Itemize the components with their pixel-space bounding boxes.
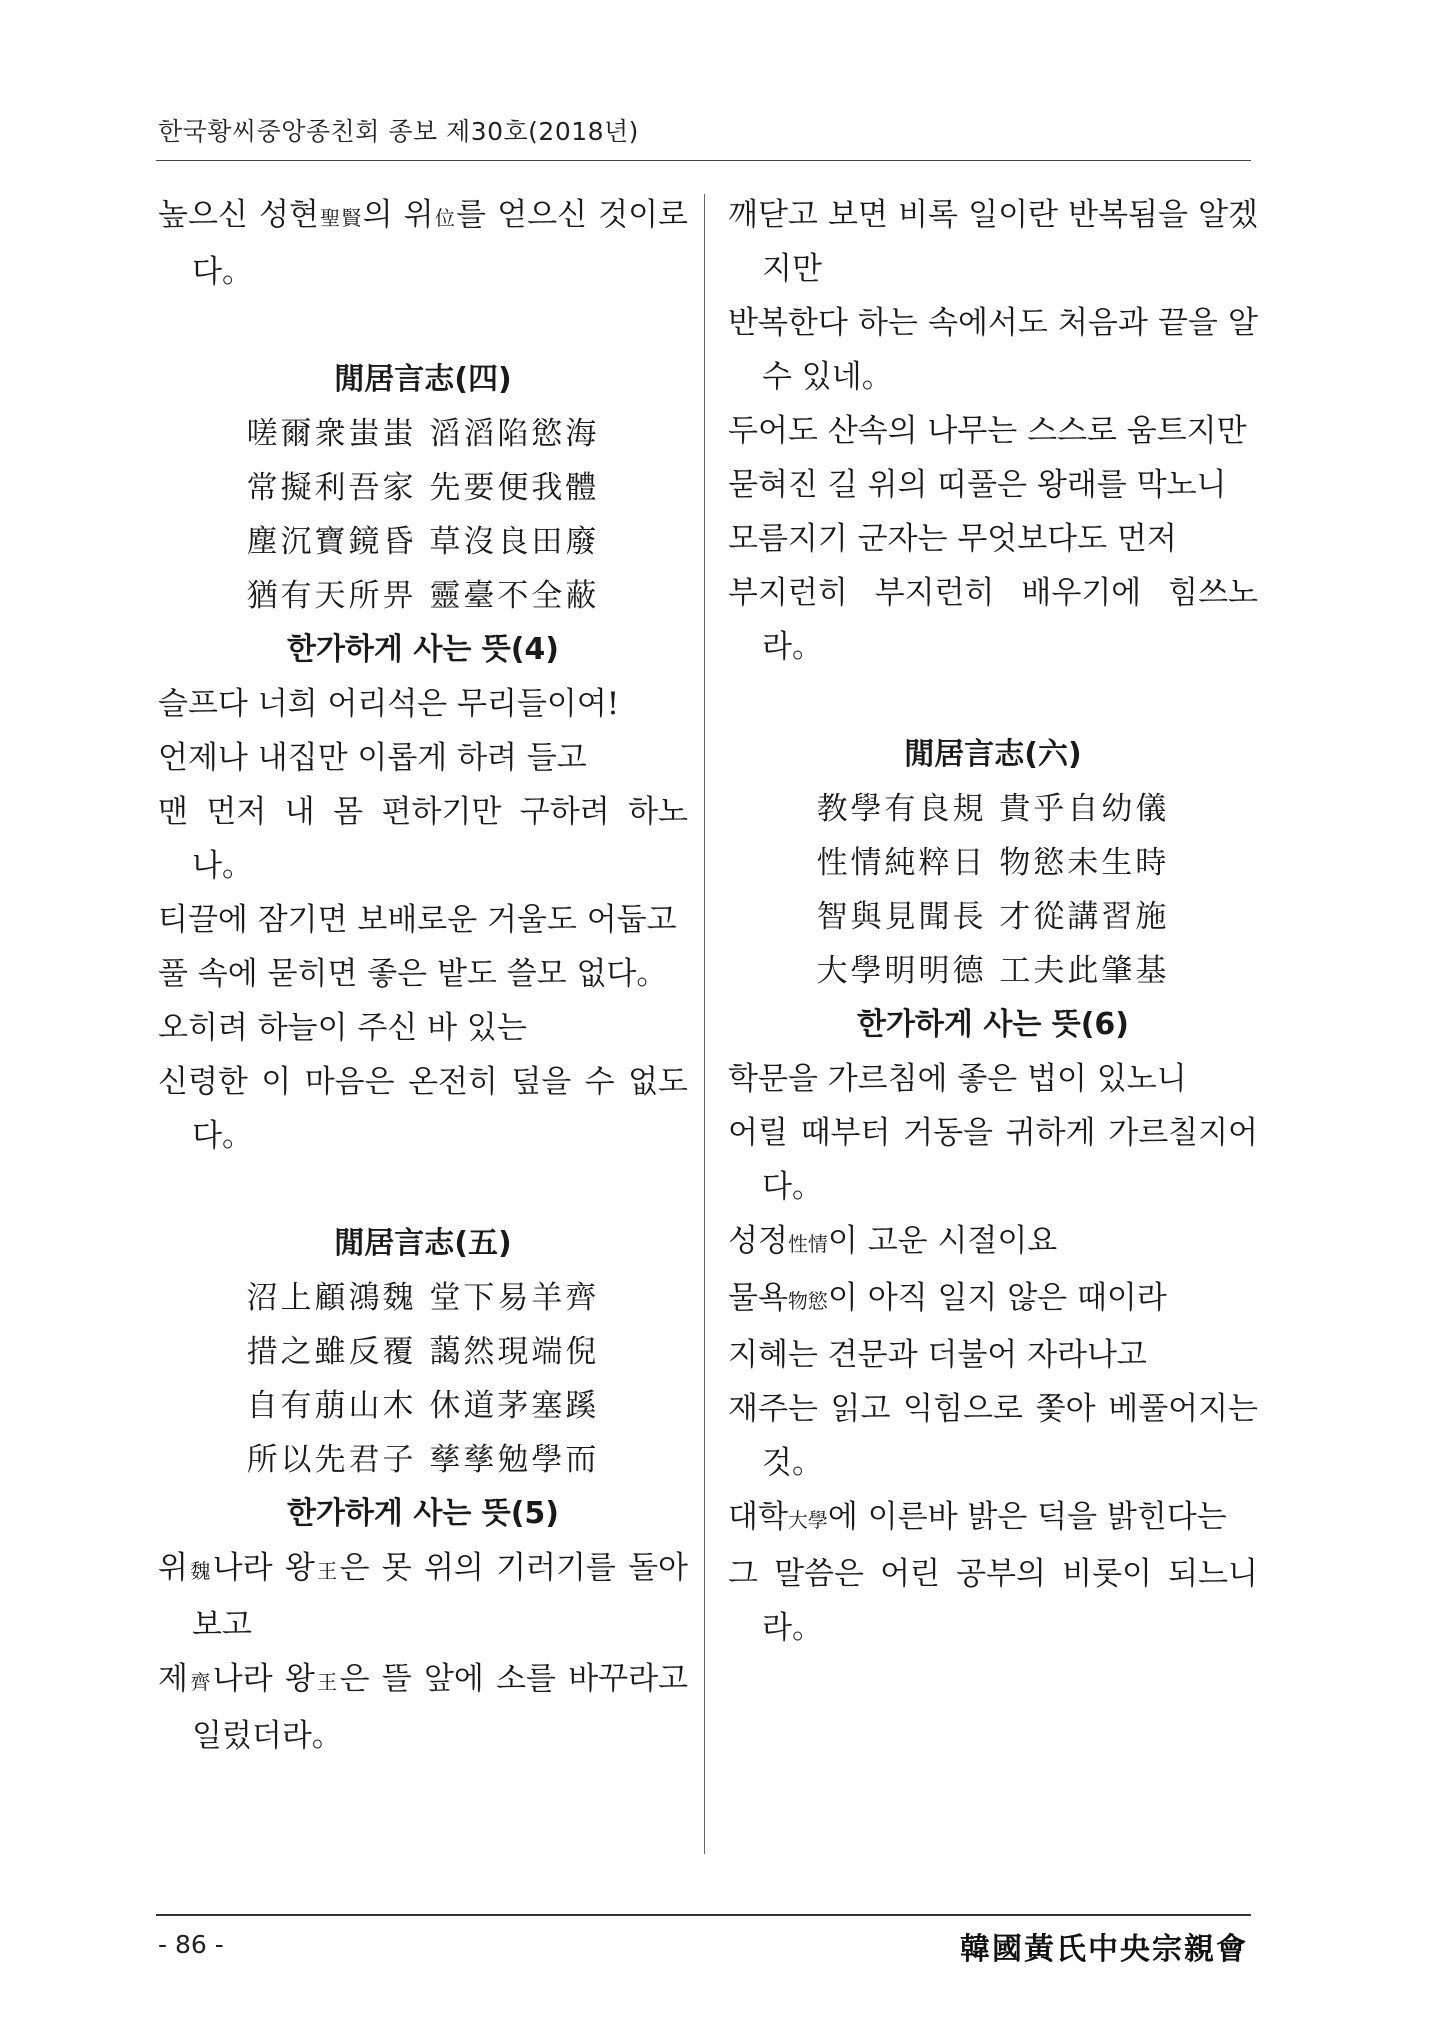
translation-line [728,1490,1258,1547]
text-fragment: 나라 왕 [212,1661,315,1697]
translation-line: 티끌에 잠기면 보배로운 거울도 어둡고 [158,902,677,938]
translation-line: 묻혀진 길 위의 띠풀은 왕래를 막노니 [728,467,1227,503]
poem-line: 大學明明德 工夫此肇基 [816,953,1170,989]
page-header: 한국황씨중앙종친회 종보 제30호(2018년) [158,117,639,146]
poem-line: 教學有良規 貴乎自幼儀 [816,791,1170,827]
right-column [728,188,1258,1655]
intro-paragraph [158,188,688,299]
text-fragment: 물욕 [728,1280,788,1316]
poem-line: 自有萠山木 休道茅塞蹊 [246,1388,600,1424]
poem-line: 常擬利吾家 先要便我體 [246,470,600,506]
translation-line: 오히려 하늘이 주신 바 있는 [158,1010,527,1046]
section-5-title: 閒居言志(五) [334,1226,512,1261]
translation-line: 학문을 가르침에 좋은 법이 있노니 [728,1061,1187,1097]
hanja-gloss: 齊 [187,1670,213,1694]
spacer [158,1163,688,1217]
org-name-logo: 韓國黃氏中央宗親會 [960,1932,1248,1967]
poem-line: 沼上顧鴻魏 堂下易羊齊 [246,1280,600,1316]
text-fragment: 나라 왕 [212,1550,315,1586]
translation-line: 슬프다 너희 어리석은 무리들이여! [158,686,620,722]
translation-line: 어릴 때부터 거동을 귀하게 가르칠지어다。 [728,1115,1258,1205]
page-number: - 86 - [158,1930,224,1959]
translation-line [728,1214,1258,1271]
translation-line: 언제나 내집만 이롭게 하려 들고 [158,740,587,776]
translation-line: 모름지기 군자는 무엇보다도 먼저 [728,521,1177,557]
text-fragment: 은 뜰 앞에 소를 바꾸라고 일렀더라。 [192,1661,689,1754]
intro-hanja-1: 聖賢 [318,206,363,230]
text-fragment: 위 [158,1550,188,1586]
translation-line: 그 말씀은 어린 공부의 비롯이 되느니라。 [728,1556,1258,1646]
translation-line: 재주는 읽고 익힘으로 쫓아 베풀어지는 것。 [728,1391,1258,1481]
poem-line: 嗟爾衆蚩蚩 滔滔陷慾海 [246,416,600,452]
translation-line: 맨 먼저 내 몸 편하기만 구하려 하노나。 [158,794,688,884]
text-fragment: 대학 [728,1499,788,1535]
translation-line: 풀 속에 묻히면 좋은 밭도 쓸모 없다。 [158,956,668,992]
spacer [728,674,1258,728]
hanja-gloss: 魏 [187,1559,213,1583]
section-4-title: 閒居言志(四) [334,362,512,397]
poem-line: 智與見聞長 才從講習施 [816,899,1170,935]
footer-rule [156,1914,1251,1916]
translation-line: 두어도 산속의 나무는 스스로 움트지만 [728,413,1247,449]
intro-text-1: 높으신 성현 [158,197,319,233]
text-fragment: 에 이른바 밝은 덕을 밝힌다는 [827,1499,1227,1535]
spacer [158,299,688,353]
translation-line: 부지런히 부지런히 배우기에 힘쓰노라。 [728,575,1258,665]
poem-line: 性情純粹日 物慾未生時 [816,845,1170,881]
poem-line: 措之雖反覆 藹然現端倪 [246,1334,600,1370]
hanja-gloss: 物慾 [787,1289,828,1313]
section-6-ko-title: 한가하게 사는 뜻(6) [856,1007,1130,1042]
translation-line [728,1271,1258,1328]
translation-line [158,1652,688,1763]
hanja-gloss: 大學 [787,1508,828,1532]
section-5-ko-title: 한가하게 사는 뜻(5) [286,1496,560,1531]
poem-line: 所以先君子 孳孳勉學而 [246,1442,600,1478]
section-4-ko-title: 한가하게 사는 뜻(4) [286,632,560,667]
text-fragment: 이 고운 시절이요 [827,1223,1058,1259]
translation-line: 반복한다 하는 속에서도 처음과 끝을 알 수 있네。 [728,305,1258,395]
poem-line: 猶有天所畀 靈臺不全蔽 [246,578,600,614]
translation-line: 신령한 이 마음은 온전히 덮을 수 없도다。 [158,1064,688,1154]
translation-line: 깨닫고 보면 비록 일이란 반복됨을 알겠지만 [728,197,1258,287]
text-fragment: 은 못 위의 기러기를 돌아보고 [192,1550,689,1643]
text-fragment: 제 [158,1661,188,1697]
intro-text-2: 의 위 [362,197,434,233]
text-fragment: 성정 [728,1223,788,1259]
hanja-gloss: 王 [314,1559,340,1583]
left-column [158,188,688,1763]
intro-hanja-2: 位 [433,206,457,230]
intro-text-3: 를 얻으신 것이로다。 [192,197,688,290]
hanja-gloss: 性情 [787,1232,828,1256]
section-6-title: 閒居言志(六) [904,737,1082,772]
header-rule [156,160,1251,161]
poem-line: 塵沉寶鏡昏 草沒良田廢 [246,524,600,560]
column-divider [704,194,705,1854]
translation-line [158,1541,688,1652]
text-fragment: 이 아직 일지 않은 때이라 [827,1280,1167,1316]
hanja-gloss: 王 [314,1670,340,1694]
translation-line: 지혜는 견문과 더불어 자라나고 [728,1337,1147,1373]
